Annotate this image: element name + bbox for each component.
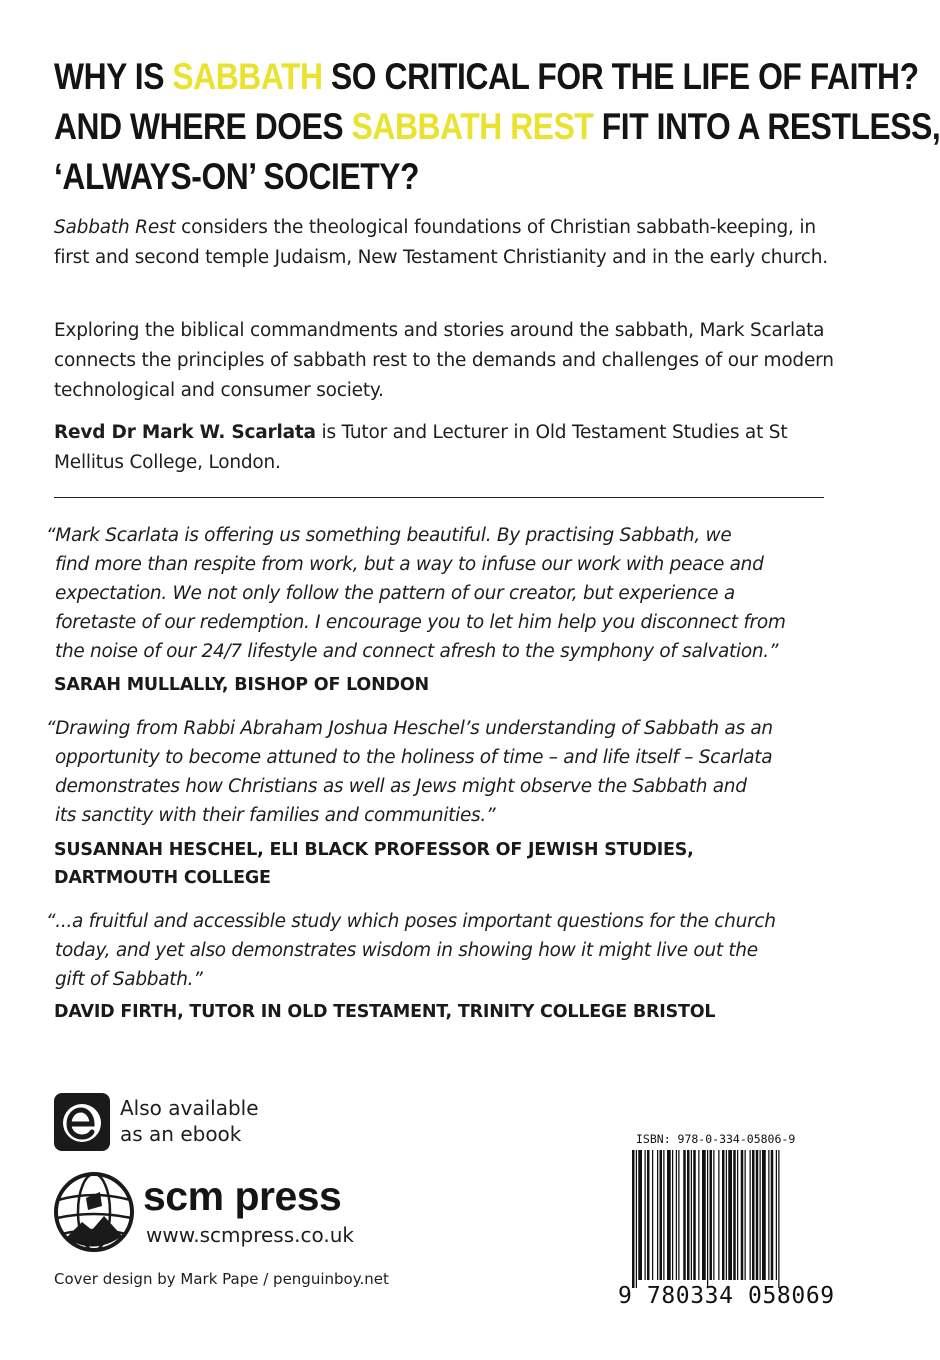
barcode-bar (718, 1150, 719, 1280)
barcode-bar (752, 1150, 755, 1280)
barcode-bar (707, 1150, 708, 1288)
quote-line: find more than respite from work, but a way to infuse our work with peace and (55, 554, 764, 575)
divider (54, 497, 824, 498)
barcode-bar (687, 1150, 690, 1280)
endorsement-attribution-2 (54, 836, 834, 892)
barcode-bar (698, 1150, 699, 1280)
barcode-bar (676, 1150, 677, 1280)
description-paragraph-2: Exploring the biblical commandments and stories around the sabbath, Mark Scarlata connects the principles of sabbath rest to the demands and challenges of our modern technological and consumer society. (54, 320, 834, 401)
ebook-line: Also available (120, 1096, 259, 1120)
quote-line: today, and yet also demonstrates wisdom in showing how it might live out the (55, 940, 758, 961)
author-bio-text: is Tutor and Lecturer in Old Testament Studies at St Mellitus College, London. (54, 422, 788, 473)
barcode-bar (737, 1150, 738, 1280)
quote-line: gift of Sabbath.” (55, 969, 203, 990)
barcode (618, 1150, 828, 1300)
barcode-bar (726, 1150, 727, 1280)
headline-highlight-sabbath: SABBATH (172, 56, 323, 97)
barcode-bar (733, 1150, 736, 1280)
barcode-bar (760, 1150, 761, 1280)
barcode-bar (652, 1150, 653, 1280)
description-paragraph-1 (54, 213, 834, 273)
headline-text: SO CRITICAL FOR THE LIFE OF FAITH? (322, 56, 919, 97)
barcode-bar (663, 1150, 664, 1280)
quote-line: “Mark Scarlata is offering us something beautiful. By practising Sabbath, we (46, 525, 732, 546)
barcode-bar (713, 1150, 714, 1280)
barcode-bar (645, 1150, 646, 1280)
cover-design-credit: Cover design by Mark Pape / penguinboy.net (54, 1270, 389, 1288)
publisher-name: scm press (143, 1173, 342, 1219)
endorsement-quote-2 (46, 714, 836, 830)
barcode-bar (647, 1150, 650, 1280)
barcode-bar (638, 1150, 642, 1280)
barcode-bar (710, 1150, 713, 1280)
barcode-bar (702, 1150, 706, 1280)
endorsement-quote-1 (46, 521, 836, 666)
ebook-line: as an ebook (120, 1122, 242, 1146)
globe-logo (52, 1170, 136, 1254)
publisher-url[interactable]: www.scmpress.co.uk (146, 1223, 354, 1247)
barcode-bar (756, 1150, 759, 1280)
barcode-bar (741, 1150, 744, 1280)
quote-line: expectation. We not only follow the pattern of our creator, but experience a (55, 583, 735, 604)
quote-line: demonstrates how Christians as well as Jews might observe the Sabbath and (55, 776, 747, 797)
headline-line-2 (54, 102, 940, 152)
quote-line: foretaste of our redemption. I encourage you to let him help you disconnect from (55, 612, 786, 633)
barcode-bar (722, 1150, 725, 1280)
quote-line: “...a fruitful and accessible study which poses important questions for the church (46, 911, 776, 932)
barcode-bar (693, 1150, 696, 1280)
headline-text: AND WHERE DOES (54, 106, 352, 147)
barcode-bar (762, 1150, 766, 1280)
book-title-italic: Sabbath Rest (54, 217, 176, 238)
barcode-bar (771, 1150, 774, 1280)
barcode-bar (691, 1150, 692, 1280)
barcode-bar (683, 1150, 686, 1280)
quote-line: “Drawing from Rabbi Abraham Joshua Heschel’s understanding of Sabbath as an (46, 718, 773, 739)
endorsement-attribution-1 (54, 671, 834, 699)
attribution-line: DARTMOUTH COLLEGE (54, 868, 271, 888)
ebook-e-icon (54, 1093, 110, 1151)
author-bio (54, 418, 834, 478)
barcode-bar (745, 1150, 746, 1280)
headline-line-1 (54, 52, 919, 102)
barcode-bar (768, 1150, 769, 1280)
headline-line-3: ‘ALWAYS-ON’ SOCIETY? (54, 156, 420, 197)
barcode-bar (667, 1150, 671, 1280)
barcode-bar (657, 1150, 658, 1280)
barcode-bar (776, 1150, 777, 1280)
isbn-label: ISBN: 978-0-334-05806-9 (636, 1132, 796, 1146)
barcode-bar (632, 1150, 635, 1288)
headline (54, 52, 940, 202)
attribution-line: DAVID FIRTH, TUTOR IN OLD TESTAMENT, TRINITY COLLEGE BRISTOL (54, 1002, 716, 1022)
barcode-bar (778, 1150, 779, 1288)
barcode-bar (728, 1150, 732, 1280)
ebook-availability (120, 1095, 259, 1147)
quote-line: its sanctity with their families and communities.” (55, 805, 496, 826)
isbn-number: 9 780334 058069 (618, 1283, 835, 1309)
headline-highlight-sabbath-rest: SABBATH REST (351, 106, 594, 147)
endorsement-attribution-3 (54, 998, 834, 1026)
attribution-line: SARAH MULLALLY, BISHOP OF LONDON (54, 675, 429, 695)
barcode-bar (636, 1150, 637, 1288)
barcode-bar (678, 1150, 679, 1280)
ebook-e-glyph (54, 1093, 110, 1151)
headline-text: FIT INTO A RESTLESS, (593, 106, 940, 147)
author-name: Revd Dr Mark W. Scarlata (54, 422, 316, 443)
quote-line: opportunity to become attuned to the holiness of time – and life itself – Scarlata (55, 747, 773, 768)
endorsement-quote-3 (46, 907, 836, 994)
barcode-bar (660, 1150, 663, 1280)
quote-line: the noise of our 24/7 lifestyle and connect afresh to the symphony of salvation.” (55, 641, 779, 662)
description-text: considers the theological foundations of Christian sabbath-keeping, in first and second temple Judaism, New Testament Christianity and in the early church. (54, 217, 828, 268)
headline-text: WHY IS (54, 56, 173, 97)
attribution-line: SUSANNAH HESCHEL, ELI BLACK PROFESSOR OF JEWISH STUDIES, (54, 840, 694, 860)
barcode-bar (750, 1150, 751, 1280)
barcode-bar (672, 1150, 673, 1280)
